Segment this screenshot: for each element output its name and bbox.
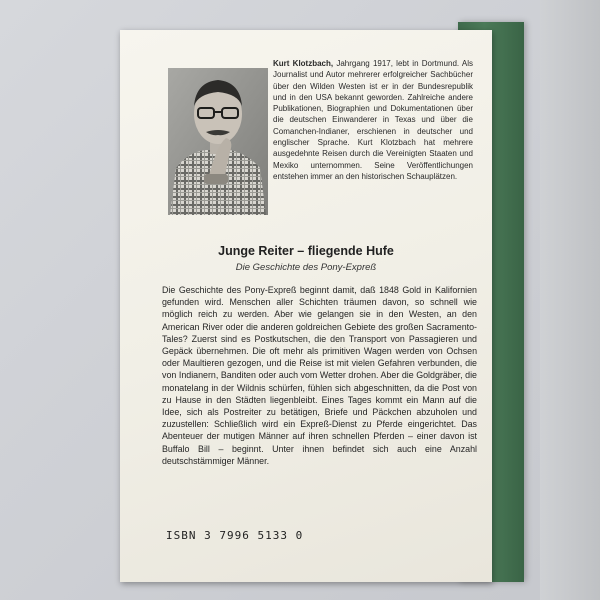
book-blurb: Die Geschichte des Pony-Expreß beginnt damit, daß 1848 Gold in Kalifornien gefunden wird. Menschen aller Schichten träumen davon, so schnell wie möglich reich zu werden. Aber wie gelangen sie in den Westen, an den American River oder die anderen goldreichen Gebiete des großen Sacramento-Tales? Zuerst sind es Postkutschen, die den Transport von Passagieren und Gepäck übernehmen. Die oft mehr als primitiven Wagen werden von Ochsen oder Maultieren gezogen, und die Reise ist mit vielen Gefahren verbunden, die von Indianern, Banditen oder auch vom Wetter drohen. Aber die Goldgräber, die monatelang in der Wildnis schürfen, fühlen sich abgeschnitten, da die Post von zu Hause in den Städten liegenbleibt. Eines Tages kommt ein Mann auf die Idee, sich als Postreiter zu betätigen, Briefe und Päckchen abzuholen und zuzustellen: Schließlich wird ein Expreß-Dienst zu Pferde eingerichtet. Das Abenteuer der mutigen Männer auf ihren schnellen Pferden – einer davon ist Buffalo Bill – beginnt. Unter ihnen befindet sich auch eine Anzahl deutschstämmiger Männer. — [162, 285, 477, 466]
author-bio — [273, 58, 473, 182]
isbn-number: ISBN 3 7996 5133 0 — [166, 529, 304, 542]
author-portrait-image — [168, 68, 268, 215]
book-subtitle: Die Geschichte des Pony-Expreß — [235, 262, 377, 273]
author-name: Kurt Klotzbach, — [273, 59, 334, 68]
book-title: Junge Reiter – fliegende Hufe — [218, 244, 394, 258]
background-wall — [540, 0, 600, 600]
author-photo — [168, 68, 268, 215]
author-bio-text: Jahrgang 1917, lebt in Dortmund. Als Journalist und Autor mehrerer erfolgreicher Sachbücher über den Wilden Westen ist er in der Bundesrepublik und in den USA bekannt geworden. Zahlreiche andere Publikationen, Biographien und Dokumentationen über die deutschen Einwanderer in Texas und über die Comanchen-Indianer, erschienen in deutscher und englischer Sprache. Kurt Klotzbach hat mehrere ausgedehnte Reisen durch die Vereinigten Staaten und Mexiko unternommen. Seine Veröffentlichungen entstehen immer an den historischen Schauplätzen. — [273, 59, 474, 181]
